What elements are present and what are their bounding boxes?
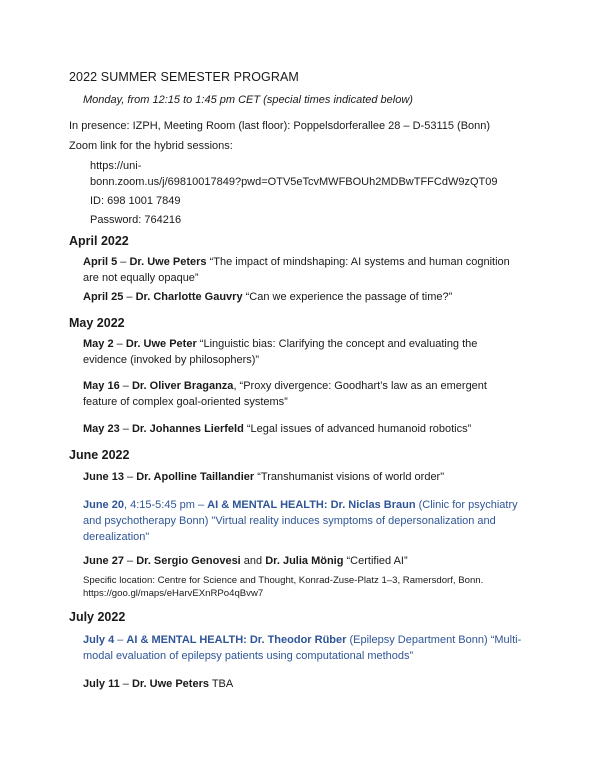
month-heading-may: May 2022 [69,316,125,330]
event-dash: – [117,256,130,268]
event-entry [83,336,523,368]
event-title: “Certified AI” [343,555,408,567]
event-title: “Linguistic bias: Clarifying the concept and evaluating the evidence (invoked by philosophers)” [83,338,478,366]
event-entry [83,632,523,664]
event-speaker: Dr. Oliver Braganza [131,380,234,392]
event-entry [83,289,523,305]
event-title: , “Proxy divergence: Goodhart’s law as an emergent feature of complex goal-oriented systems” [83,380,487,408]
event-dash: – [113,338,126,350]
event-entry [83,553,523,569]
zoom-link-line1[interactable]: https://uni- [90,160,142,172]
location-map-link[interactable]: https://goo.gl/maps/eHarvEXnRPo4qBvw7 [83,588,264,599]
event-time: , 4:15-5:45 pm – [123,499,208,511]
event-dash: – [119,423,132,435]
event-date: June 13 [83,471,124,483]
event-date: May 23 [83,423,120,435]
event-dash: – [119,380,132,392]
event-series: AI & MENTAL HEALTH: [126,634,250,646]
event-date: June 20 [83,499,124,511]
zoom-link-line2[interactable]: bonn.zoom.us/j/69810017849?pwd=OTV5eTcvMWFBOUh2MDBwTFFCdW9zQT09 [90,176,498,188]
event-title: TBA [208,678,234,690]
event-speaker-2: Dr. Julia Mönig [265,555,344,567]
event-date: April 5 [83,256,118,268]
month-heading-june: June 2022 [69,448,130,462]
event-title: “Multi-modal evaluation of epilepsy patients using computational methods” [83,634,522,662]
event-dash: – [123,291,136,303]
event-speaker: Dr. Sergio Genovesi [136,555,241,567]
event-speaker: Dr. Theodor Rüber [249,634,347,646]
event-affiliation: (Clinic for psychiatry and psychotherapy Bonn) [83,499,518,527]
event-entry [83,497,523,545]
event-speaker: Dr. Niclas Braun [330,499,416,511]
event-speaker: Dr. Charlotte Gauvry [135,291,243,303]
event-date: April 25 [83,291,124,303]
event-date: May 16 [83,380,120,392]
event-speaker: Dr. Uwe Peters [131,678,209,690]
event-speaker: Dr. Johannes Lierfeld [131,423,244,435]
event-speaker: Dr. Uwe Peters [129,256,207,268]
zoom-id: ID: 698 1001 7849 [90,195,181,207]
event-title: “Transhumanist visions of world order" [254,471,445,483]
schedule-note: Monday, from 12:15 to 1:45 pm CET (special times indicated below) [83,94,413,106]
event-speaker: Dr. Apolline Taillandier [136,471,255,483]
event-connector: and [240,555,266,567]
event-title: “Can we experience the passage of time?” [242,291,453,303]
event-date: June 27 [83,555,124,567]
event-title: "Virtual reality induces symptoms of depersonalization and derealization" [83,515,496,543]
event-series: AI & MENTAL HEALTH: [207,499,331,511]
event-entry [83,469,523,485]
zoom-intro: Zoom link for the hybrid sessions: [69,140,233,152]
event-entry [83,421,523,437]
event-title: “Legal issues of advanced humanoid robotics” [243,423,472,435]
event-entry [83,676,523,692]
event-date: July 11 [83,678,120,690]
event-speaker: Dr. Uwe Peter [125,338,197,350]
event-dash: – [114,634,127,646]
event-dash: – [119,678,132,690]
location-line: In presence: IZPH, Meeting Room (last floor): Poppelsdorferallee 28 – D-53115 (Bonn) [69,120,491,132]
event-dash: – [123,471,137,483]
zoom-password: Password: 764216 [90,214,182,226]
page-title: 2022 SUMMER SEMESTER PROGRAM [69,70,299,84]
event-entry [83,254,523,286]
event-dash: – [123,555,137,567]
month-heading-april: April 2022 [69,234,129,248]
event-title: “The impact of mindshaping: AI systems and human cognition are not equally opaque” [83,256,510,284]
event-date: July 4 [83,634,115,646]
event-entry [83,378,523,410]
event-date: May 2 [83,338,114,350]
specific-location: Specific location: Centre for Science and Thought, Konrad-Zuse-Platz 1–3, Ramersdorf, Bonn. [83,575,484,586]
event-affiliation: (Epilepsy Department Bonn) [346,634,488,646]
month-heading-july: July 2022 [69,610,126,624]
